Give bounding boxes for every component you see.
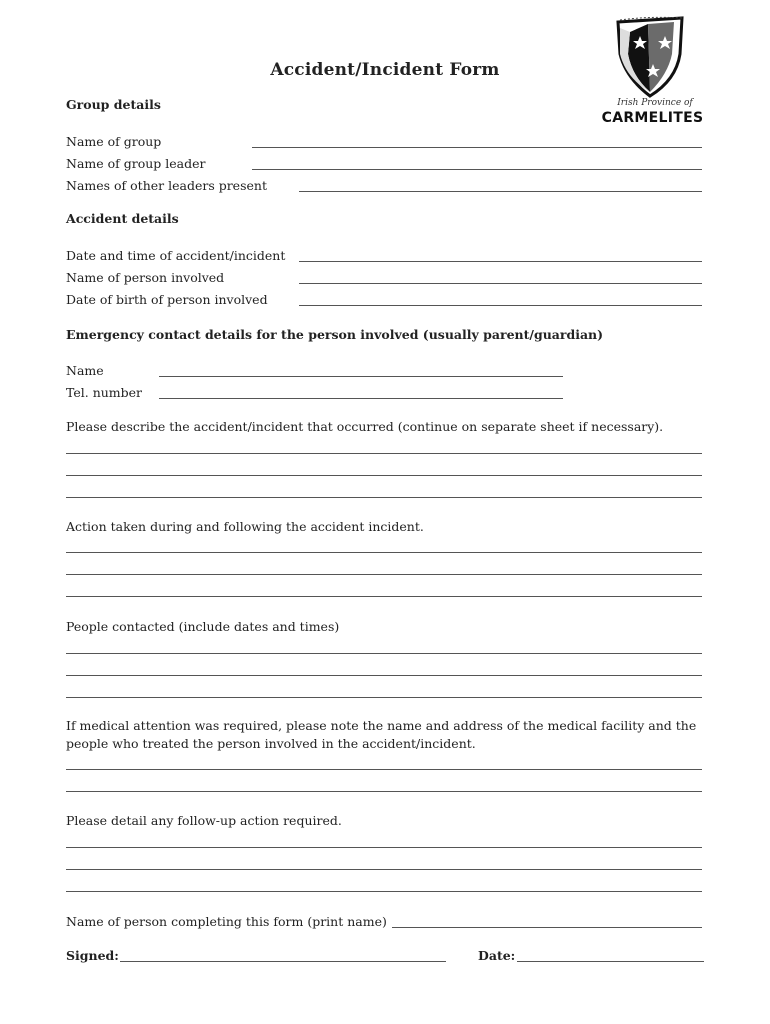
dob-field[interactable]: [299, 305, 702, 306]
group-details-heading: Group details: [66, 97, 161, 112]
datetime-label: Date and time of accident/incident: [66, 248, 286, 263]
followup-prompt: Please detail any follow-up action required.: [66, 813, 342, 828]
logo-name: CARMELITES: [601, 110, 704, 126]
action-line[interactable]: [66, 596, 702, 597]
person-involved-label: Name of person involved: [66, 270, 225, 285]
completer-field[interactable]: [392, 927, 702, 928]
date-field[interactable]: [517, 961, 704, 962]
contacted-line[interactable]: [66, 653, 702, 654]
group-leader-label: Name of group leader: [66, 156, 206, 171]
signed-label: Signed:: [66, 948, 119, 963]
followup-line[interactable]: [66, 891, 702, 892]
contacted-prompt: People contacted (include dates and times): [66, 619, 340, 634]
emergency-contact-heading: Emergency contact details for the person involved (usually parent/guardian): [66, 327, 604, 342]
form-title: Accident/Incident Form: [270, 60, 500, 80]
action-line[interactable]: [66, 574, 702, 575]
contact-tel-field[interactable]: [159, 398, 563, 399]
group-leader-field[interactable]: [252, 169, 702, 170]
date-label: Date:: [478, 948, 516, 963]
action-prompt: Action taken during and following the accident incident.: [66, 519, 424, 534]
describe-prompt: Please describe the accident/incident that occurred (continue on separate sheet if necessary).: [66, 419, 664, 434]
contacted-line[interactable]: [66, 697, 702, 698]
dob-label: Date of birth of person involved: [66, 292, 268, 307]
person-involved-field[interactable]: [299, 283, 702, 284]
followup-line[interactable]: [66, 847, 702, 848]
medical-line[interactable]: [66, 791, 702, 792]
other-leaders-label: Names of other leaders present: [66, 178, 267, 193]
contact-name-label: Name: [66, 363, 104, 378]
medical-line[interactable]: [66, 769, 702, 770]
contacted-line[interactable]: [66, 675, 702, 676]
action-line[interactable]: [66, 552, 702, 553]
group-name-label: Name of group: [66, 134, 162, 149]
describe-line[interactable]: [66, 497, 702, 498]
datetime-field[interactable]: [299, 261, 702, 262]
describe-line[interactable]: [66, 453, 702, 454]
logo-subtitle: Irish Province of: [617, 98, 693, 108]
contact-name-field[interactable]: [159, 376, 563, 377]
group-name-field[interactable]: [252, 147, 702, 148]
followup-line[interactable]: [66, 869, 702, 870]
contact-tel-label: Tel. number: [66, 385, 143, 400]
shield-icon: [590, 14, 710, 104]
other-leaders-field[interactable]: [299, 191, 702, 192]
accident-details-heading: Accident details: [66, 211, 179, 226]
signature-field[interactable]: [120, 961, 446, 962]
completer-label: Name of person completing this form (print name): [66, 914, 387, 929]
describe-line[interactable]: [66, 475, 702, 476]
medical-prompt: If medical attention was required, please note the name and address of the medical facility and the people who treated the person involved in the accident/incident.: [66, 718, 697, 751]
